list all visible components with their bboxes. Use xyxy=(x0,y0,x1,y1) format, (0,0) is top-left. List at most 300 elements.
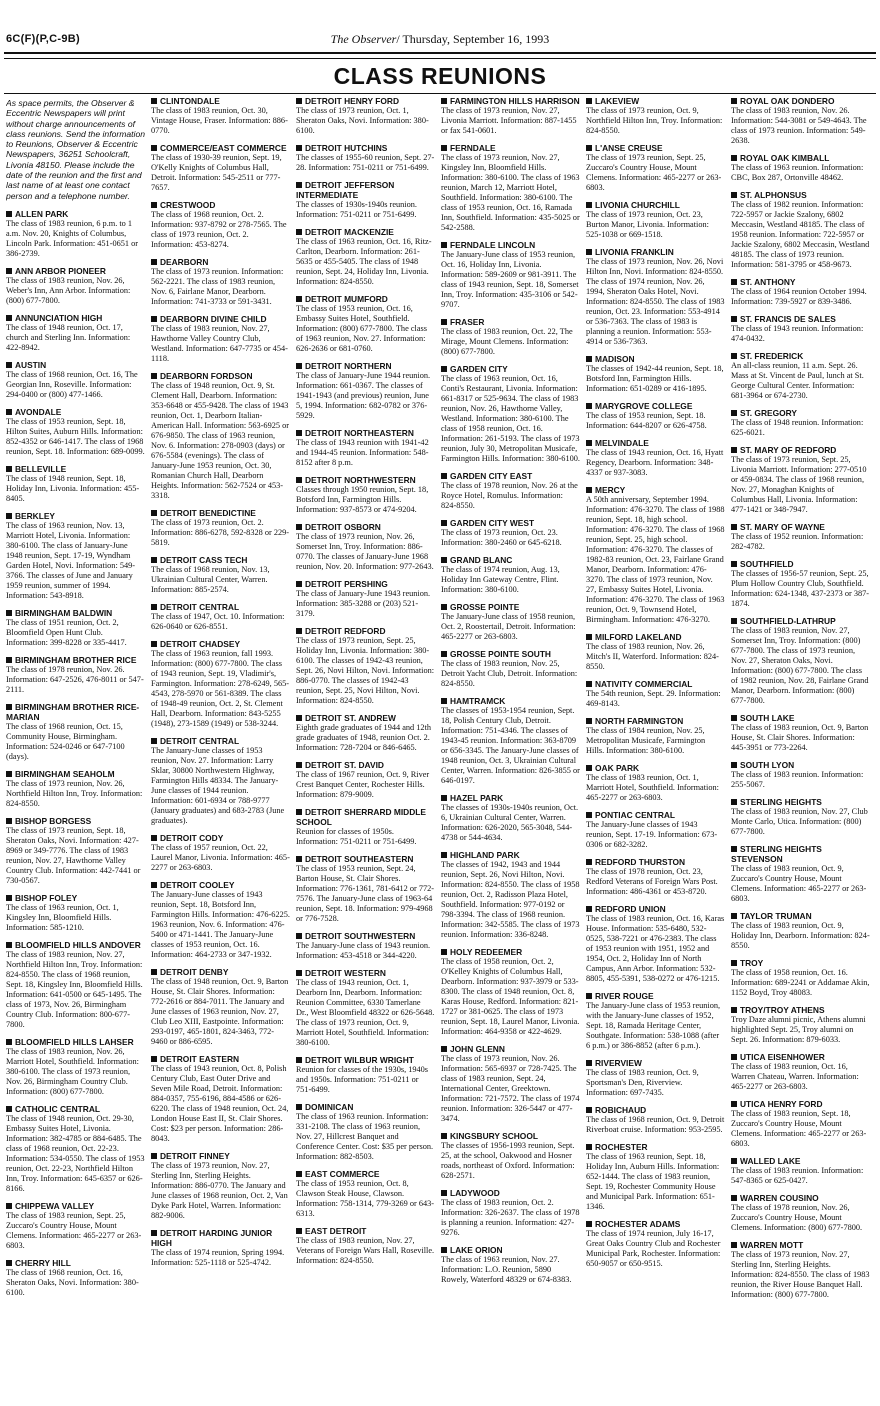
reunion-entry xyxy=(441,793,580,843)
reunion-entry xyxy=(731,1240,870,1300)
square-bullet-icon xyxy=(151,259,157,265)
reunion-entry xyxy=(586,1058,725,1098)
square-bullet-icon xyxy=(586,145,592,151)
reunion-details: The class of January-June 1943 reunion. Information: 385-3288 or (203) 521-3179. xyxy=(296,589,431,618)
reunion-entry xyxy=(586,991,725,1051)
school-name-text: MERCY xyxy=(595,485,626,495)
reunion-details: The class of 1983 reunion, Nov. 27, Hawthorne Valley Country Club, Westland. Information: 647-7735 or 454-1118. xyxy=(151,324,288,363)
school-name-text: SOUTHFIELD xyxy=(740,559,794,569)
square-bullet-icon xyxy=(586,1107,592,1113)
reunion-details: The class of 1963 reunion, Sept. 18, Holiday Inn, Auburn Hills. Information: 652-1444. The class of 1983 reunion, Sept. 19, Rochester Community House and Municipal Park. Information: 651-1346. xyxy=(586,1152,720,1211)
school-name xyxy=(151,602,290,612)
reunion-details: The class of 1930-39 reunion, Sept. 19, O'Kelly Knights of Columbus Hall, Detroit. Information: 545-2511 or 777-7657. xyxy=(151,153,282,192)
reunion-details: The classes of 1942-44 reunion, Sept. 18, Botsford Inn, Farmington Hills. Information: 651-0289 or 416-1895. xyxy=(586,364,724,393)
school-name xyxy=(441,96,580,106)
school-name xyxy=(586,632,725,642)
square-bullet-icon xyxy=(586,859,592,865)
reunion-details: The class of 1973 reunion, Oct. 9, Northfield Hilton Inn, Troy. Information: 824-8550. xyxy=(586,106,723,135)
reunion-entry xyxy=(6,1104,145,1194)
school-name xyxy=(296,854,435,864)
reunion-details: Classes through 1950 reunion, Sept. 18, Botsford Inn, Farmington Hills. Information: 937-8573 or 474-9204. xyxy=(296,485,429,514)
school-name-text: FRASER xyxy=(450,317,485,327)
reunion-entry xyxy=(296,931,435,961)
reunion-entry xyxy=(731,351,870,401)
reunion-entry xyxy=(296,180,435,220)
reunion-details: The classes of 1930s-1940s reunion, Oct. 6, Ukrainian Cultural Center, Warren. Information: 626-2020, 565-3048, 544-4738 or 544-4634. xyxy=(441,803,579,842)
reunion-entry xyxy=(151,200,290,250)
reunion-details: The class of 1953 reunion, Sept. 18. Information: 644-8207 or 626-4758. xyxy=(586,411,707,430)
square-bullet-icon xyxy=(151,316,157,322)
school-name-text: HAZEL PARK xyxy=(450,793,504,803)
school-name xyxy=(151,880,290,890)
reunion-details: The January-June class of 1943 reunion. Information: 453-4518 or 344-4220. xyxy=(296,941,431,960)
school-name-text: DEARBORN xyxy=(160,257,209,267)
reunion-details: The class of 1973 reunion, Nov. 26, Northfield Hilton Inn, Troy. Information: 824-8550. xyxy=(6,778,143,808)
reunion-details: The class of 1973 reunion, Nov. 26, Somerset Inn, Troy. Information: 886-0770. The classes of January-June 1968 reunion, Nov. 20. Information: 977-2643. xyxy=(296,532,434,571)
school-name-text: ANNUNCIATION HIGH xyxy=(15,312,103,323)
school-name xyxy=(151,1228,290,1248)
reunion-details: The class of 1983 reunion, Nov. 26. Information: 544-3081 or 549-4643. The class of 1973 reunion. Information: 549-2638. xyxy=(731,106,867,145)
reunion-details: The class of 1978 reunion, Nov. 26 at the Royce Hotel, Romulus. Information: 824-8550. xyxy=(441,481,578,510)
school-name xyxy=(731,314,870,324)
school-name-text: TAYLOR TRUMAN xyxy=(740,911,812,921)
school-name-text: PONTIAC CENTRAL xyxy=(595,810,676,820)
reunion-details: The class of 1953 reunion, Sept. 18, Hilton Suites, Auburn Hills. Information: 852-4352 or 646-1417. The class of 1968 reunion, Sept. 18. Information: 689-0099. xyxy=(6,416,145,456)
school-name-text: DETROIT ST. DAVID xyxy=(305,760,384,770)
school-name xyxy=(731,616,870,626)
reunion-details: The class of 1973 reunion, Sept. 18, Sheraton Oaks, Novi. Information: 427-8969 or 349-7776. The class of 1983 reunion, Nov. 27, Hawthorne Valley Country Club. Information: 442-7441 or 730-0567. xyxy=(6,825,141,885)
reunion-details: The class of 1952 reunion. Information: 282-4782. xyxy=(731,532,864,551)
square-bullet-icon xyxy=(441,1247,447,1253)
reunion-entry xyxy=(296,361,435,421)
reunion-details: The class of 1983 reunion. Information: 255-5067. xyxy=(731,770,864,789)
school-name xyxy=(296,1169,435,1179)
school-name xyxy=(6,464,145,474)
square-bullet-icon xyxy=(151,738,157,744)
reunion-details: The class of 1943 reunion with 1941-42 and 1944-45 reunion. Information: 548-8152 after 8 p.m. xyxy=(296,438,429,467)
square-bullet-icon xyxy=(151,604,157,610)
square-bullet-icon xyxy=(296,856,302,862)
reunion-details: The class of 1963 reunion, Oct. 16, Ritz-Carlton, Dearborn. Information: 261-5635 or 455-5405. The class of 1948 reunion, Sept. 24, Holiday Inn, Livonia. Information: 824-8550. xyxy=(296,237,432,286)
reunion-details: The class of 1983 reunion, Oct. 16, Warren Chateau, Warren. Information: 465-2277 or 263-6803. xyxy=(731,1062,859,1091)
square-bullet-icon xyxy=(6,1106,12,1112)
reunion-entry xyxy=(731,1052,870,1092)
school-name xyxy=(151,508,290,518)
square-bullet-icon xyxy=(296,1228,302,1234)
reunion-details: The classes of 1956-1993 reunion, Sept. 25, at the school, Oakwood and Hosner roads, northeast of Oxford. Information: 628-2571. xyxy=(441,1141,575,1180)
reunion-details: The class of 1953 reunion, Oct. 8, Clawson Steak House, Clawson. Information: 758-1314, 779-3269 or 643-6313. xyxy=(296,1179,435,1218)
reunion-details: The class of 1948 reunion, Oct. 17, church and Sterling Inn. Information: 422-8942. xyxy=(6,322,131,352)
school-name-text: DETROIT NORTHERN xyxy=(305,361,392,371)
school-name xyxy=(296,1102,435,1112)
square-bullet-icon xyxy=(586,403,592,409)
square-bullet-icon xyxy=(586,906,592,912)
square-bullet-icon xyxy=(151,641,157,647)
reunion-entry xyxy=(296,1102,435,1162)
school-name-text: ROYAL OAK KIMBALL xyxy=(740,153,830,163)
reunion-entry xyxy=(6,702,145,762)
school-name xyxy=(296,294,435,304)
reunion-details: The class of 1943 reunion, Oct. 1, Dearborn Inn, Dearborn. Information: Reunion Committee, 6330 Tamerlane Dr., West Bloomfield 48322 or 626-5648. The class of 1973 reunion, Oct. 9, Marriott Hotel, Southfield. Information: 380-6100. xyxy=(296,978,435,1047)
square-bullet-icon xyxy=(6,818,12,824)
reunion-entry xyxy=(296,475,435,515)
school-name xyxy=(6,702,145,722)
school-name-text: TROY/TROY ATHENS xyxy=(740,1005,825,1015)
school-name-text: ST. MARY OF WAYNE xyxy=(740,522,825,532)
school-name xyxy=(586,1105,725,1115)
reunion-entry xyxy=(731,445,870,515)
school-name-text: DETROIT SOUTHWESTERN xyxy=(305,931,416,941)
square-bullet-icon xyxy=(6,610,12,616)
reunion-details: The class of 1983 reunion, Oct. 2. Information: 326-2637. The class of 1978 is planning a reunion. Information: 427-9276. xyxy=(441,1198,580,1237)
school-name xyxy=(586,247,725,257)
school-name xyxy=(731,760,870,770)
reunion-entry xyxy=(731,1099,870,1149)
reunion-details: The class of 1963 reunion, Nov. 13, Marriott Hotel, Livonia. Information: 380-6100. The class of January-June 1948 reunion, Sept. 17-19, Wyndham Garden Hotel, Novi. Information: 549-3766. The classes of June and January 1959 reunion, summer of 1994. Information: 543-8918. xyxy=(6,520,136,600)
school-name xyxy=(296,475,435,485)
school-name-text: COMMERCE/EAST COMMERCE xyxy=(160,143,287,153)
school-name xyxy=(441,1131,580,1141)
school-name xyxy=(151,200,290,210)
square-bullet-icon xyxy=(151,835,157,841)
reunion-details: The class of 1983 reunion, 6 p.m. to 1 a.m. Nov. 20, Knights of Columbus, Lincoln Park. Information: 451-0651 or 386-2739. xyxy=(6,218,139,258)
reunion-entry xyxy=(731,314,870,344)
square-bullet-icon xyxy=(731,1242,737,1248)
reunion-entry xyxy=(296,294,435,354)
school-name xyxy=(441,649,580,659)
square-bullet-icon xyxy=(441,1190,447,1196)
reunion-details: The class of 1978 reunion, Oct. 23, Redford Veterans of Foreign Wars Post. Information: 486-4361 or 453-8720. xyxy=(586,867,718,896)
school-name-text: HAMTRAMCK xyxy=(450,696,506,706)
school-name-text: BIRMINGHAM BALDWIN xyxy=(15,607,113,618)
school-name-text: ANN ARBOR PIONEER xyxy=(15,265,106,276)
school-name-text: DETROIT CODY xyxy=(160,833,224,843)
school-name xyxy=(441,1188,580,1198)
reunion-entry xyxy=(6,209,145,259)
reunion-details: The class of 1983 reunion, Oct. 16, Karas House. Information: 535-6480, 532-0525, 538-7221 or 476-2383. The class of 1953 reunion with 1951, 1952 and 1954, Oct. 2, Holiday Inn of North Campus, Ann Arbor. Information: 532-8805, 455-5391, 538-0272 or 476-1215. xyxy=(586,914,725,983)
school-name xyxy=(731,445,870,455)
square-bullet-icon xyxy=(731,353,737,359)
reunion-details: The class of 1983 reunion, Sept. 25, Zuccaro's Country House, Mount Clemens. Information: 465-2277 or 263-6803. xyxy=(6,1210,142,1250)
school-name-text: ST. FREDERICK xyxy=(740,351,804,361)
square-bullet-icon xyxy=(6,1203,12,1209)
reunion-entry xyxy=(151,371,290,501)
school-name xyxy=(6,1037,145,1047)
square-bullet-icon xyxy=(731,447,737,453)
school-name-text: NORTH FARMINGTON xyxy=(595,716,684,726)
publication-name: The Observer xyxy=(330,32,397,46)
school-name xyxy=(586,485,725,495)
school-name-text: FARMINGTON HILLS HARRISON xyxy=(450,96,580,106)
square-bullet-icon xyxy=(731,279,737,285)
school-name xyxy=(441,518,580,528)
reunion-entry xyxy=(586,1142,725,1212)
school-name-text: ROYAL OAK DONDERO xyxy=(740,96,835,106)
school-name-text: BIRMINGHAM BROTHER RICE xyxy=(15,654,137,665)
school-name-text: DETROIT FINNEY xyxy=(160,1151,230,1161)
reunion-details: The class of 1968 reunion, Oct. 16, Sheraton Oaks, Novi. Information: 380-6100. xyxy=(6,1267,139,1297)
reunion-details: The classes of 1942, 1943 and 1944 reunion, Sept. 26, Novi Hilton, Novi. Information: 824-8550. The class of 1958 reunion, Oct. 2, Radisson Plaza Hotel, Southfield. Information: 977-0192 or 798-3394. The class of 1968 reunion. Information: 342-5585. The class of 1973 reunion. Information: 336-8248. xyxy=(441,860,580,939)
school-name-text: ROCHESTER ADAMS xyxy=(595,1219,681,1229)
school-name xyxy=(731,1052,870,1062)
square-bullet-icon xyxy=(586,718,592,724)
reunion-entry xyxy=(296,854,435,924)
square-bullet-icon xyxy=(441,145,447,151)
intro-note: As space permits, the Observer & Eccentric Newspapers will print without charge announcements of class reunions. Send the information to Reunions, Observer & Eccentric Newspapers, 36251 Schoolcraft, Livonia 48150. Please include the date of the reunion and the first and last name of at least one contact person and a telephone number. xyxy=(6,98,145,201)
reunion-columns xyxy=(6,96,874,1396)
reunion-entry xyxy=(441,555,580,595)
reunion-entry xyxy=(731,713,870,753)
square-bullet-icon xyxy=(6,704,12,710)
square-bullet-icon xyxy=(586,249,592,255)
reunion-details: The January-June classes of 1943 reunion, Sept. 18, Botsford Inn, Farmington Hills. Information: 476-6225. 1963 reunion, Nov. 6. Information: 476-5400 or 471-1441. The January-June classes of 1953 reunion, Oct. 16. Information: 464-2733 or 347-1932. xyxy=(151,890,290,959)
school-name-text: GARDEN CITY WEST xyxy=(450,518,535,528)
square-bullet-icon xyxy=(586,1144,592,1150)
reunion-entry xyxy=(6,769,145,809)
school-name-text: HOLY REDEEMER xyxy=(450,947,523,957)
square-bullet-icon xyxy=(296,1057,302,1063)
school-name xyxy=(731,190,870,200)
reunion-details: The class of 1973 reunion, Nov. 27, Sterling Inn, Sterling Heights. Information: 886-0770. The January and June classes of 1968 reunion, Oct. 2, Van Dyke Park Hotel, Warren. Information: 882-9006. xyxy=(151,1161,288,1220)
square-bullet-icon xyxy=(296,229,302,235)
school-name xyxy=(586,857,725,867)
square-bullet-icon xyxy=(586,634,592,640)
reunion-details: The class of 1973 reunion, Nov. 26, Novi Hilton Inn, Novi. Information: 824-8550. The class of 1974 reunion, Nov. 26, 1994, Sheraton Oaks Hotel, Novi. Information: 824-8550. The class of 1983 reunion, Oct. 23. Information: 553-4914 or 536-7363. The class of 1983 is planning a reunion. Information: 553-4914 or 536-7363. xyxy=(586,257,725,346)
square-bullet-icon xyxy=(441,98,447,104)
reunion-details: The class of 1953 reunion, Oct. 16, Embassy Suites Hotel, Southfield. Information: (800) 677-7800. The class of 1963 reunion, Nov. 27. Information: 626-2636 or 681-0760. xyxy=(296,304,427,353)
square-bullet-icon xyxy=(296,762,302,768)
reunion-details: The January-June class of 1958 reunion, Oct. 2, Roostertail, Detroit. Information: 465-2277 or 263-6803. xyxy=(441,612,576,641)
square-bullet-icon xyxy=(586,440,592,446)
school-name xyxy=(586,679,725,689)
school-name xyxy=(151,833,290,843)
school-name xyxy=(731,713,870,723)
school-name-text: CRESTWOOD xyxy=(160,200,216,210)
square-bullet-icon xyxy=(731,1054,737,1060)
reunion-details: The class of 1973 reunion, Nov. 26. Information: 565-6937 or 728-7425. The class of 1983 reunion, Sept. 24, International Center, Greektown. Information: 721-7572. The class of 1974 reunion. Information: 326-5447 or 477-3474. xyxy=(441,1054,580,1123)
school-name xyxy=(296,760,435,770)
reunion-entry xyxy=(296,807,435,847)
reunion-entry xyxy=(441,850,580,940)
reunion-entry xyxy=(586,763,725,803)
reunion-details: The class of 1983 reunion, Nov. 26, Mitch's II, Waterford. Information: 824-8550. xyxy=(586,642,719,671)
square-bullet-icon xyxy=(151,98,157,104)
reunion-entry xyxy=(586,810,725,850)
reunion-details: The class of 1963 reunion, Nov. 27. Information: L.O. Reunion, 5890 Rowely, Waterford 48329 or 674-8383. xyxy=(441,1255,572,1284)
reunion-entry xyxy=(441,143,580,233)
school-name-text: LADYWOOD xyxy=(450,1188,500,1198)
school-name xyxy=(586,763,725,773)
school-name xyxy=(6,266,145,276)
school-name xyxy=(441,143,580,153)
square-bullet-icon xyxy=(151,202,157,208)
square-bullet-icon xyxy=(151,373,157,379)
school-name xyxy=(586,991,725,1001)
square-bullet-icon xyxy=(296,1171,302,1177)
square-bullet-icon xyxy=(296,581,302,587)
column-6 xyxy=(731,96,870,1396)
reunion-details: The class of 1973 reunion, Oct. 1, Sheraton Oaks, Novi. Information: 380-6100. xyxy=(296,106,429,135)
reunion-details: Eighth grade graduates of 1944 and 12th grade graduates of 1948, reunion Oct. 2. Information: 728-7204 or 846-6465. xyxy=(296,723,432,752)
reunion-details: The class of 1983 reunion, Nov. 27, Somerset Inn, Troy. Information: (800) 677-7800. The class of 1973 reunion, Nov. 27, Sheraton Oaks, Novi. Information: (800) 677-7800. The class of 1982 reunion, Nov. 28, Fairlane Grand Manor, Dearborn. Information: (800) 677-7800. xyxy=(731,626,869,705)
school-name xyxy=(6,209,145,219)
school-name-text: BISHOP FOLEY xyxy=(15,892,78,903)
square-bullet-icon xyxy=(296,524,302,530)
school-name xyxy=(6,769,145,779)
reunion-details: The class of 1973 reunion. Information: 562-2221. The class of 1983 reunion, Nov. 6, Fairlane Manor, Dearborn. Information: 741-3733 or 591-3431. xyxy=(151,267,284,306)
reunion-entry xyxy=(731,760,870,790)
school-name-text: UTICA EISENHOWER xyxy=(740,1052,825,1062)
reunion-details: The class of 1943 reunion, Oct. 16, Hyatt Regency, Dearborn. Information: 348-4337 or 937-3083. xyxy=(586,448,724,477)
school-name-text: L'ANSE CREUSE xyxy=(595,143,663,153)
reunion-entry xyxy=(586,716,725,756)
school-name xyxy=(586,716,725,726)
square-bullet-icon xyxy=(586,812,592,818)
reunion-entry xyxy=(6,313,145,353)
school-name xyxy=(731,351,870,361)
square-bullet-icon xyxy=(731,1195,737,1201)
square-bullet-icon xyxy=(6,409,12,415)
school-name-text: NATIVITY COMMERCIAL xyxy=(595,679,693,689)
reunion-details: The class of 1983 reunion, Oct. 9, Zuccaro's Country House, Mount Clemens. Information: 465-2277 or 263-6803. xyxy=(731,864,867,903)
column-5 xyxy=(586,96,725,1396)
school-name xyxy=(151,555,290,565)
reunion-details: The classes of 1956-57 reunion, Sept. 25, Plum Hollow Country Club, Southfield. Information: 624-1348, 437-2373 or 387-1874. xyxy=(731,569,870,608)
school-name-text: DETROIT NORTHWESTERN xyxy=(305,475,416,485)
square-bullet-icon xyxy=(731,762,737,768)
reunion-entry xyxy=(151,1054,290,1144)
reunion-entry xyxy=(151,314,290,364)
square-bullet-icon xyxy=(441,319,447,325)
school-name-text: DETROIT SHERRARD MIDDLE SCHOOL xyxy=(296,807,426,827)
school-name xyxy=(151,96,290,106)
reunion-details: Reunion for classes of the 1930s, 1940s and 1950s. Information: 751-0211 or 751-6499. xyxy=(296,1065,429,1094)
reunion-entry xyxy=(151,639,290,729)
reunion-details: The January-June class of 1953 reunion, Oct. 16, Holiday Inn, Livonia. Information: 589-2609 or 981-3911. The class of 1943 reunion, Sept. 18, Somerset Inn, Troy. Information: 435-3106 or 542-9707. xyxy=(441,250,579,309)
school-name-text: DETROIT CENTRAL xyxy=(160,602,240,612)
square-bullet-icon xyxy=(151,882,157,888)
reunion-details: The class of 1983 reunion, Oct. 9, Sportsman's Den, Riverview. Information: 697-7435. xyxy=(586,1068,699,1097)
school-name xyxy=(586,354,725,364)
school-name xyxy=(151,314,290,324)
reunion-entry xyxy=(731,958,870,998)
reunion-entry xyxy=(6,1258,145,1298)
school-name xyxy=(731,559,870,569)
school-name xyxy=(151,639,290,649)
school-name xyxy=(441,1044,580,1054)
square-bullet-icon xyxy=(296,477,302,483)
square-bullet-icon xyxy=(441,520,447,526)
reunion-details: The class of 1963 reunion, fall 1993. Information: (800) 677-7800. The class of 1943 reunion, Sept. 19, Vladimir's, Farmington. Information: 278-6249, 565-4543, 278-5970 or 561-8389. The class of 1948-49 reunion, Oct. 2, St. Clement Hall, Dearborn. Information: 843-5255 (1948), 273-1589 (1949) or 538-3244. xyxy=(151,649,290,728)
school-name xyxy=(441,1245,580,1255)
school-name-text: DEARBORN FORDSON xyxy=(160,371,253,381)
school-name xyxy=(6,1104,145,1114)
reunion-details: The class of 1968 reunion, Oct. 9, Detroit Riverboat cruise. Information: 953-2595. xyxy=(586,1115,725,1134)
reunion-details: The class of 1964 reunion October 1994. Information: 739-5927 or 839-3486. xyxy=(731,287,867,306)
square-bullet-icon xyxy=(586,356,592,362)
reunion-entry xyxy=(151,555,290,595)
square-bullet-icon xyxy=(731,561,737,567)
school-name-text: DOMINICAN xyxy=(305,1102,354,1112)
column-2 xyxy=(151,96,290,1396)
square-bullet-icon xyxy=(296,628,302,634)
school-name-text: DETROIT CASS TECH xyxy=(160,555,248,565)
square-bullet-icon xyxy=(296,145,302,151)
school-name xyxy=(731,797,870,807)
school-name-text: DETROIT SOUTHEASTERN xyxy=(305,854,414,864)
school-name xyxy=(441,947,580,957)
school-name-text: MARYGROVE COLLEGE xyxy=(595,401,693,411)
school-name xyxy=(441,850,580,860)
reunion-details: The class of 1982 reunion. Information: 722-5957 or Jackie Szalony, 6802 Meccasin, Westland 48185. The class of 1958 reunion. Information: 722-5957 or Jackie Szalony, 6802 Meccasin, Westland 48185. The class of 1973 reunion. Information: 581-3795 or 458-9673. xyxy=(731,200,870,269)
reunion-entry xyxy=(151,143,290,193)
reunion-entry xyxy=(731,522,870,552)
reunion-entry xyxy=(731,190,870,270)
square-bullet-icon xyxy=(6,1260,12,1266)
square-bullet-icon xyxy=(296,809,302,815)
school-name xyxy=(441,793,580,803)
school-name xyxy=(586,96,725,106)
school-name xyxy=(586,200,725,210)
school-name xyxy=(731,153,870,163)
school-name-text: GARDEN CITY EAST xyxy=(450,471,533,481)
reunion-entry xyxy=(6,940,145,1030)
reunion-entry xyxy=(296,760,435,800)
square-bullet-icon xyxy=(731,192,737,198)
square-bullet-icon xyxy=(731,524,737,530)
reunion-entry xyxy=(6,511,145,601)
reunion-details: An all-class reunion, 11 a.m. Sept. 26. Mass at St. Vincent de Paul, lunch at St. George Cultural Center. Information: 681-3964 or 674-2730. xyxy=(731,361,864,400)
school-name xyxy=(441,317,580,327)
school-name xyxy=(731,1156,870,1166)
reunion-details: The 54th reunion, Sept. 29. Information: 469-8143. xyxy=(586,689,721,708)
square-bullet-icon xyxy=(441,366,447,372)
school-name xyxy=(6,1201,145,1211)
publication-line xyxy=(0,32,880,47)
school-name xyxy=(731,1005,870,1015)
square-bullet-icon xyxy=(731,618,737,624)
square-bullet-icon xyxy=(441,651,447,657)
school-name xyxy=(586,1058,725,1068)
reunion-entry xyxy=(441,1245,580,1285)
school-name-text: BELLEVILLE xyxy=(15,463,67,474)
reunion-entry xyxy=(586,96,725,136)
reunion-details: The class of 1968 reunion, Oct. 16, The Georgian Inn, Roseville. Information: 294-0400 or (800) 477-1466. xyxy=(6,369,138,399)
reunion-details: The class of 1958 reunion, Oct. 2, O'Kelley Knights of Columbus Hall, Dearborn. Information: 937-3979 or 533-8300. The class of 1948 reunion, Oct. 8, Karas House, Redford. Information: 821-1727 or 381-0625. The class of 1973 reunion, Sept. 18, Laurel Manor, Livonia. Information: 464-9358 or 422-4629. xyxy=(441,957,580,1036)
reunion-entry xyxy=(731,153,870,183)
school-name xyxy=(586,810,725,820)
column-4 xyxy=(441,96,580,1396)
school-name xyxy=(6,608,145,618)
square-bullet-icon xyxy=(731,316,737,322)
school-name xyxy=(296,968,435,978)
school-name xyxy=(586,438,725,448)
reunion-details: The class of 1968 reunion, Oct. 2. Information: 937-8792 or 278-7565. The class of 1973 reunion, Oct. 2. Information: 453-8274. xyxy=(151,210,287,249)
reunion-entry xyxy=(296,522,435,572)
reunion-entry xyxy=(731,1005,870,1045)
school-name-text: UTICA HENRY FORD xyxy=(740,1099,823,1109)
reunion-entry xyxy=(441,696,580,786)
school-name-text: GARDEN CITY xyxy=(450,364,508,374)
school-name xyxy=(296,1055,435,1065)
reunion-details: The January-June class of 1953 reunion, with the January-June classes of 1952, Sept. 18, Ramada Heritage Center, Southgate. Information: 538-1088 (after 6 p.m.) or 386-8852 (after 6 p.m.). xyxy=(586,1001,721,1050)
school-name xyxy=(6,313,145,323)
school-name-text: RIVER ROUGE xyxy=(595,991,654,1001)
school-name-text: DETROIT NORTHEASTERN xyxy=(305,428,414,438)
school-name-text: SOUTHFIELD-LATHRUP xyxy=(740,616,836,626)
school-name-text: DETROIT PERSHING xyxy=(305,579,388,589)
square-bullet-icon xyxy=(731,1101,737,1107)
